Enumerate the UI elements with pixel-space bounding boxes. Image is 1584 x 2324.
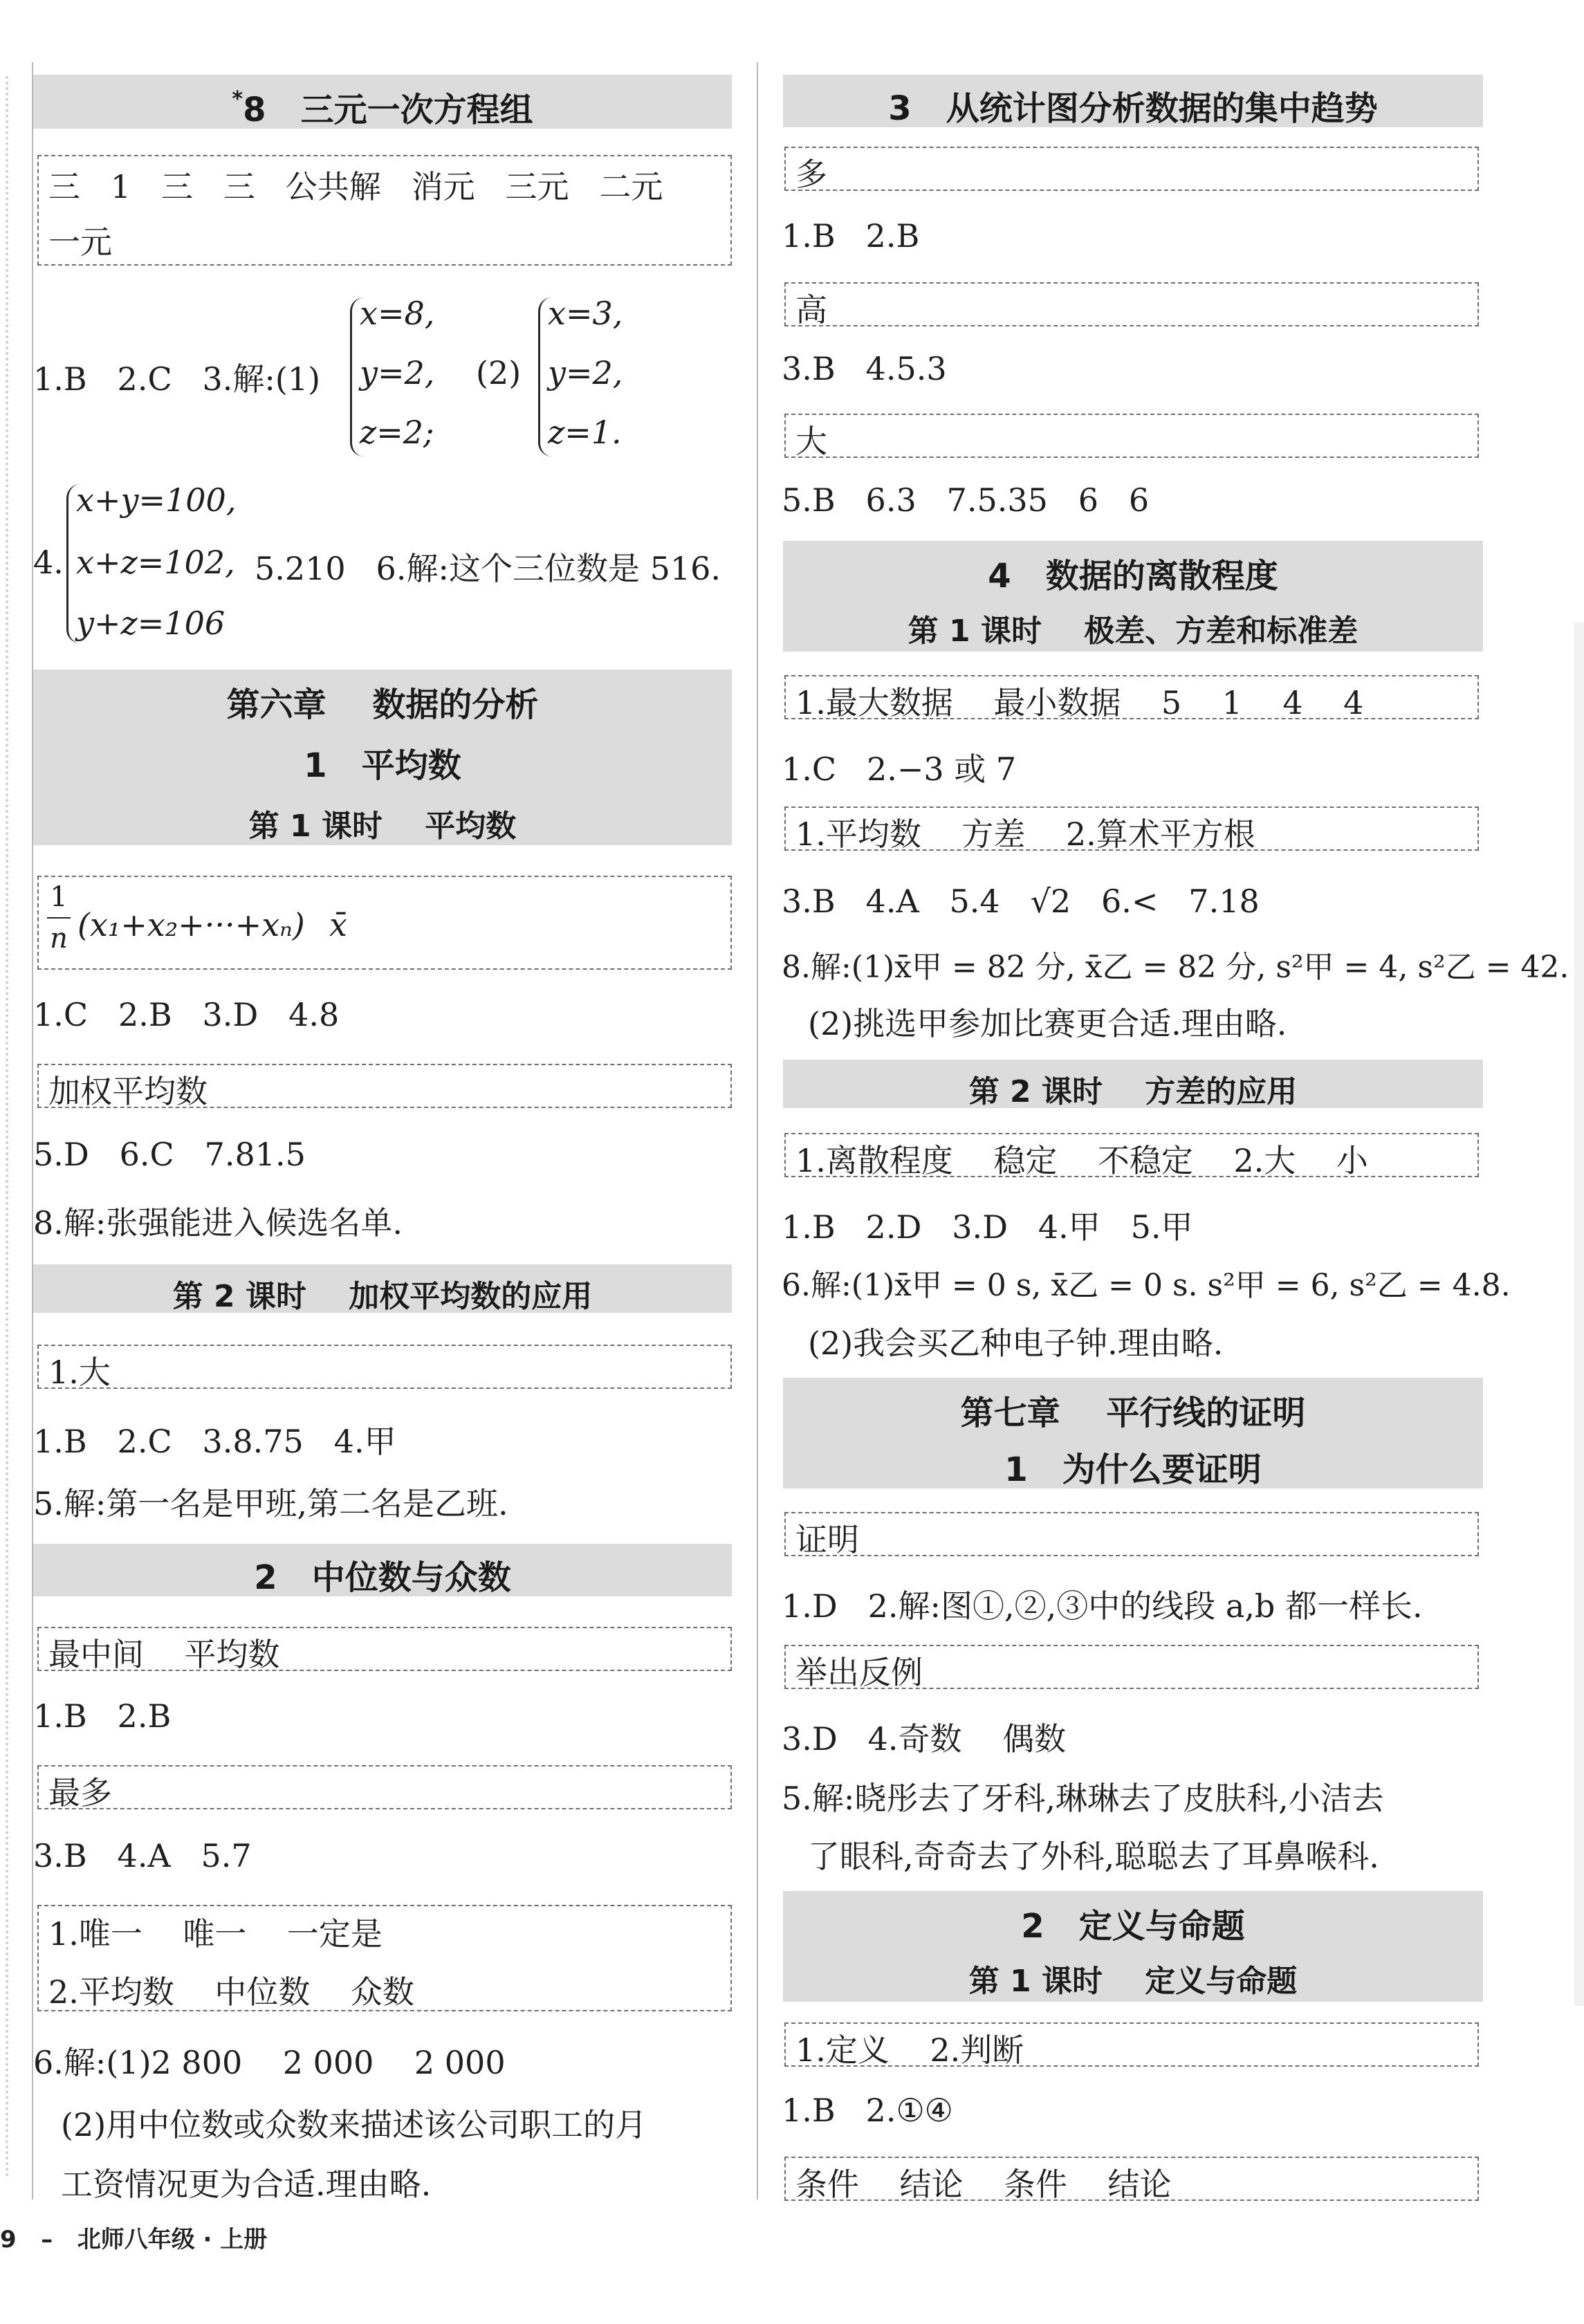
chapter-header-6 (33, 670, 732, 845)
frac-numerator: 1 (50, 881, 68, 913)
formula-text: (x₁+x₂+···+xₙ) (77, 906, 305, 943)
fill-blank-box (784, 1512, 1479, 1556)
answer-line: 3.B 4.A 5.4 √2 6.< 7.18 (782, 883, 1260, 920)
equation-line: x=8, (360, 295, 435, 332)
answer-line: 工资情况更为合适.理由略. (61, 2166, 432, 2203)
box-text: 1.最大数据 最小数据 5 1 4 4 (795, 684, 1364, 721)
equation-line: y+z=106 (76, 605, 225, 642)
chapter-header-7 (783, 1378, 1483, 1488)
page-footer: 9 – 北师八年级 · 上册 (0, 2226, 268, 2253)
section-header-2 (33, 1544, 732, 1596)
lesson-header (783, 1060, 1483, 1108)
equation-line: y=2, (548, 354, 623, 391)
answer-line: 1.B 2.①④ (782, 2092, 953, 2129)
box-text: 2.平均数 中位数 众数 (48, 1973, 414, 2011)
answer-line: 3.D 4.奇数 偶数 (782, 1720, 1067, 1758)
box-text: 举出反例 (795, 1654, 923, 1691)
answer-line: 5.B 6.3 7.5.35 6 6 (782, 481, 1150, 519)
fill-blank-box (37, 1345, 732, 1389)
section-title: 2 中位数与众数 (254, 1558, 511, 1597)
answer-line: 1.B 2.B (33, 1697, 172, 1735)
box-text: 三 1 三 三 公共解 消元 三元 二元 (48, 168, 663, 205)
equation-line: z=1. (548, 414, 622, 451)
answer-line: 5.210 6.解:这个三位数是 516. (255, 550, 721, 587)
box-text: 1.平均数 方差 2.算术平方根 (795, 815, 1255, 853)
fill-blank-box (784, 2157, 1479, 2201)
section-title: 3 从统计图分析数据的集中趋势 (888, 89, 1378, 128)
fill-blank-box-1 (37, 155, 732, 266)
box-text: 1.离散程度 稳定 不稳定 2.大 小 (795, 1142, 1368, 1179)
equation-line: x+y=100, (76, 481, 237, 519)
answer-line: (2)挑选甲参加比赛更合适.理由略. (808, 1005, 1287, 1042)
lesson-title: 第 2 课时 加权平均数的应用 (172, 1279, 593, 1314)
fill-blank-box (784, 1645, 1479, 1689)
fill-blank-box (784, 675, 1479, 719)
answer-line: 1.C 2.B 3.D 4.8 (33, 996, 340, 1033)
sqrt-2: √2 (1030, 883, 1071, 920)
answer-line: 1.B 2.C 3.解:(1) (33, 360, 321, 398)
column-divider (757, 62, 758, 2200)
equation-line: x=3, (548, 295, 623, 332)
equation-line: y=2, (360, 354, 435, 391)
answer-line: 3.B 4.5.3 (782, 350, 947, 387)
box-text: 1.定义 2.判断 (795, 2031, 1024, 2069)
equation-line: x+z=102, (76, 544, 235, 581)
equation-line: z=2; (360, 414, 434, 451)
frac-denominator: n (50, 923, 68, 954)
answer-line: 5.解:第一名是甲班,第二名是乙班. (33, 1485, 508, 1522)
fill-blank-box-formula (37, 876, 732, 970)
box-text: 加权平均数 (48, 1073, 208, 1110)
box-text: 高 (795, 291, 827, 329)
lesson-title: 第 1 课时 定义与命题 (968, 1964, 1298, 1999)
answer-line: (2)用中位数或众数来描述该公司职工的月 (61, 2106, 647, 2143)
fill-blank-box (784, 806, 1479, 851)
answer-line: (2)我会买乙种电子钟.理由略. (808, 1325, 1224, 1362)
answer-line: 6.解:(1)x̄甲 = 0 s, x̄乙 = 0 s. s²甲 = 6, s²乙 = 4.8. (782, 1268, 1511, 1303)
answer-line: 了眼科,奇奇去了外科,聪聪去了耳鼻喉科. (808, 1838, 1379, 1875)
lesson-title: 第 2 课时 方差的应用 (968, 1074, 1298, 1109)
box-text: 最中间 平均数 (48, 1636, 280, 1673)
chapter-title: 第六章 数据的分析 (226, 685, 539, 724)
fill-blank-box (37, 1905, 732, 2011)
answer-line: 1.C 2.−3 或 7 (782, 750, 1017, 788)
fill-blank-box (37, 1627, 732, 1671)
section-title-8: *8 三元一次方程组 (232, 87, 533, 129)
box-text: 条件 结论 条件 结论 (795, 2166, 1172, 2203)
lesson-header (33, 1264, 732, 1313)
answer-line: 1.B 2.C 3.8.75 4.甲 (33, 1423, 396, 1460)
box-text: 大 (795, 423, 827, 460)
box-text: 多 (795, 156, 827, 193)
answer-line: 3.B 4.A 5.7 (33, 1837, 252, 1874)
formula-xbar: x̄ (329, 906, 347, 943)
fill-blank-box (784, 147, 1479, 191)
fraction-1-over-n (47, 881, 71, 954)
fill-blank-box (784, 2022, 1479, 2067)
answer-line: 8.解:(1)x̄甲 = 82 分, x̄乙 = 82 分, s²甲 = 4, s²乙 = 42. (782, 950, 1569, 985)
book-title: 北师八年级 · 上册 (77, 2226, 268, 2253)
answer-line: 6.解:(1)2 800 2 000 2 000 (33, 2044, 506, 2081)
chapter-title: 第七章 平行线的证明 (960, 1394, 1306, 1432)
section-title: 4 数据的离散程度 (988, 557, 1278, 596)
box-text: 1.唯一 唯一 一定是 (48, 1915, 383, 1953)
section-header-3 (783, 75, 1483, 127)
section-header-2-def (783, 1891, 1483, 2002)
page-number: 9 (0, 2226, 17, 2253)
section-header-8 (33, 75, 732, 129)
fill-blank-box (784, 282, 1479, 329)
box-text: 1.大 (48, 1354, 111, 1391)
fill-blank-box (784, 1133, 1479, 1177)
answer-line: (2) (476, 354, 522, 391)
answer-line: 1.B 2.D 3.D 4.甲 5.甲 (782, 1208, 1193, 1246)
answer-line: 1.D 2.解:图①,②,③中的线段 a,b 都一样长. (782, 1587, 1423, 1625)
fill-blank-box (37, 1064, 732, 1108)
answer-line: 8.解:张强能进入候选名单. (33, 1204, 403, 1242)
fill-blank-box (37, 1765, 732, 1809)
section-title: 1 为什么要证明 (1004, 1450, 1262, 1489)
lesson-title: 第 1 课时 极差、方差和标准差 (908, 614, 1359, 649)
answer-line: 5.解:晓彤去了牙科,琳琳去了皮肤科,小洁去 (782, 1780, 1384, 1817)
answer-line: 1.B 2.B (782, 217, 920, 255)
box-text: 一元 (48, 223, 112, 261)
page-edge-shadow (1574, 622, 1584, 2006)
box-text: 证明 (795, 1521, 859, 1558)
binding-margin (6, 76, 8, 2179)
section-title: 2 定义与命题 (1021, 1907, 1245, 1946)
answer-line: 4. (33, 544, 64, 581)
fill-blank-box (784, 414, 1479, 458)
box-text: 最多 (48, 1774, 112, 1811)
section-title: 1 平均数 (304, 746, 461, 785)
answer-line: 5.D 6.C 7.81.5 (33, 1136, 306, 1173)
section-header-4 (783, 541, 1483, 652)
lesson-title: 第 1 课时 平均数 (248, 809, 517, 844)
